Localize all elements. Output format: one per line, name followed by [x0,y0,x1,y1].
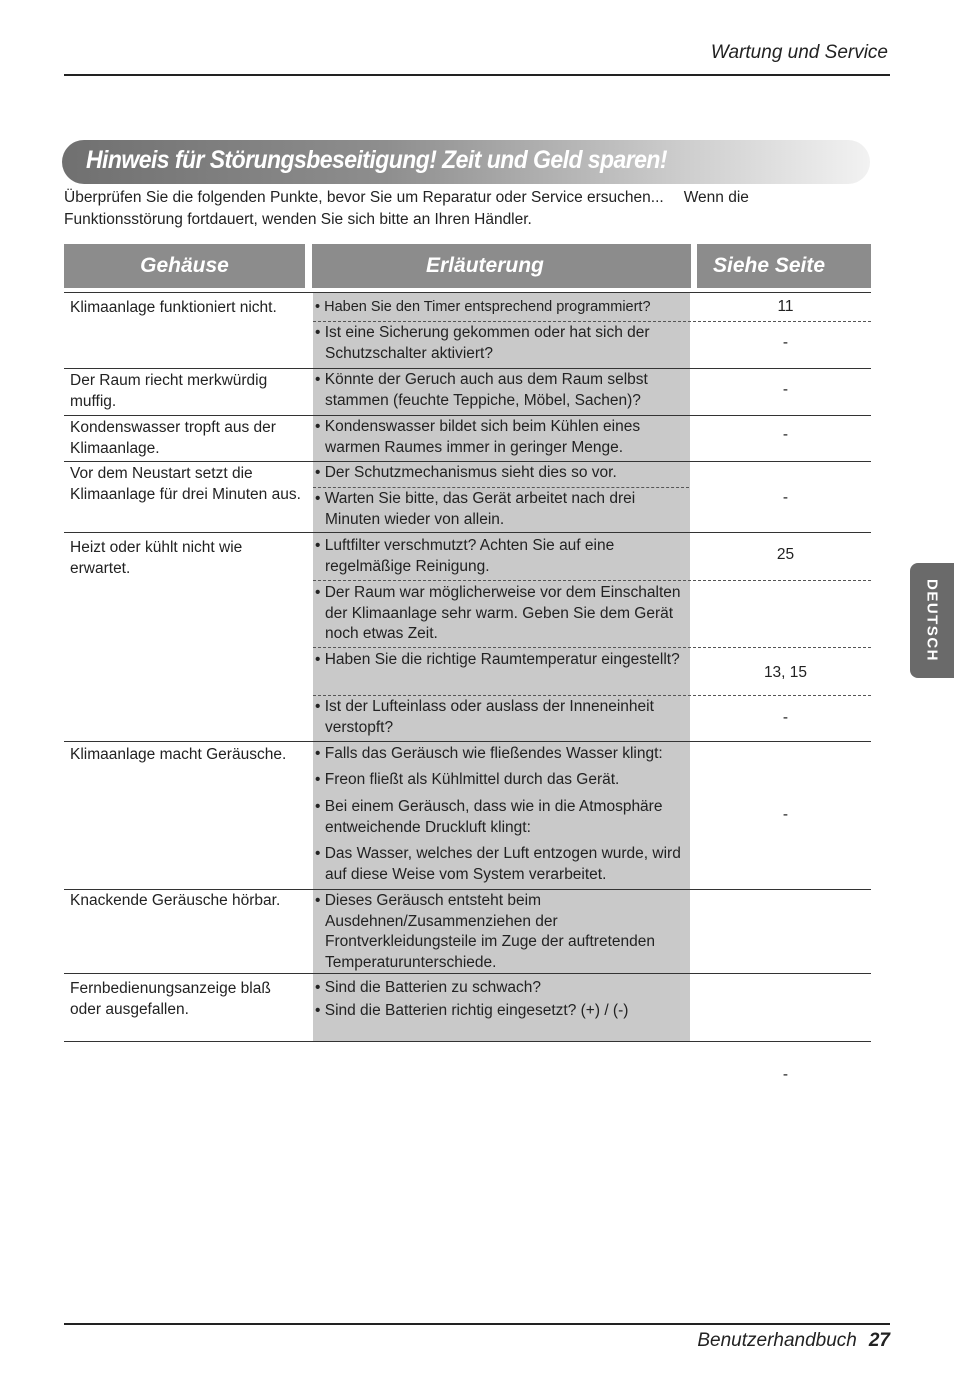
symptom-cell: Heizt oder kühlt nicht wie erwartet. [70,539,243,577]
section-title: Wartung und Service [710,42,888,63]
intro-text [64,187,824,231]
explanation-item: • Dieses Geräusch entsteht beim Ausdehnen/Zusammenziehen der Frontverkleidungsteile im Zuge der auftretenden Temperaturunterschiede. [315,892,655,971]
footer-rule [64,1323,890,1325]
column-header-siehe-seite: Siehe Seite [697,244,871,288]
symptom-cell: Fernbedienungsanzeige blaß oder ausgefallen. [70,980,271,1018]
row-divider [64,741,871,742]
table-bottom-rule [64,1041,871,1042]
explanation-item: • Warten Sie bitte, das Gerät arbeitet nach drei Minuten wieder von allein. [315,490,636,528]
explanation-item: • Falls das Geräusch wie fließendes Wasser klingt: [315,745,663,762]
row-divider [64,532,871,533]
page-number: 27 [868,1330,890,1351]
row-divider-dotted [313,695,871,696]
explanation-item: • Das Wasser, welches der Luft entzogen wurde, wird auf diese Weise vom System verarbeitet. [315,845,681,883]
page-reference: - [782,381,789,398]
intro-line2: Funktionsstörung fortdauert, wenden Sie sich bitte an Ihren Händler. [64,211,532,228]
explanation-item: • Sind die Batterien richtig eingesetzt? (+) / (-) [315,1002,629,1019]
row-divider [64,368,871,369]
symptom-cell: Kondenswasser tropft aus der Klimaanlage. [70,419,276,457]
symptom-cell: Klimaanlage macht Geräusche. [70,746,287,763]
row-divider [64,973,871,974]
intro-part2: Wenn die [683,189,749,206]
explanation-item: • Bei einem Geräusch, dass wie in die Atmosphäre entweichende Druckluft klingt: [315,798,663,836]
language-tab-label: DEUTSCH [923,578,941,662]
row-divider-dotted [313,647,871,648]
footer [697,1330,890,1352]
row-divider [64,415,871,416]
page-reference: 11 [777,298,794,315]
symptom-cell: Vor dem Neustart setzt die Klimaanlage für drei Minuten aus. [70,465,301,503]
page-reference: - [782,334,789,351]
symptom-cell: Klimaanlage funktioniert nicht. [70,299,277,316]
row-divider [64,461,871,462]
page-reference: 13, 15 [763,664,808,681]
page-reference: 25 [776,546,795,563]
table-top-rule [64,292,871,293]
page-reference: - [782,709,789,726]
explanation-item: • Haben Sie den Timer entsprechend programmiert? [315,299,651,315]
row-divider [64,889,871,890]
page-reference: - [782,426,789,443]
explanation-item: • Könnte der Geruch auch aus dem Raum selbst stammen (feuchte Teppiche, Möbel, Sachen)? [315,371,648,409]
explanation-item: • Kondenswasser bildet sich beim Kühlen eines warmen Raumes immer in geringer Menge. [315,418,641,456]
header-rule [64,74,890,76]
explanation-item: • Sind die Batterien zu schwach? [315,979,541,996]
explanation-item: • Ist der Lufteinlass oder auslass der Inneneinheit verstopft? [315,698,654,736]
column-header-erlaeuterung: Erläuterung [312,244,691,288]
explanation-item: • Haben Sie die richtige Raumtemperatur eingestellt? [315,651,680,668]
column-header-gehaeuse: Gehäuse [64,244,305,288]
intro-part1: Überprüfen Sie die folgenden Punkte, bevor Sie um Reparatur oder Service ersuchen... [64,189,664,206]
row-divider-dashed [313,487,689,488]
page-reference: - [782,1066,789,1083]
symptom-cell: Knackende Geräusche hörbar. [70,892,281,909]
symptom-cell: Der Raum riecht merkwürdig muffig. [70,372,268,410]
explanation-item: • Ist eine Sicherung gekommen oder hat sich der Schutzschalter aktiviert? [315,324,650,362]
explanation-item: • Der Schutzmechanismus sieht dies so vor. [315,464,617,481]
explanation-item: • Freon fließt als Kühlmittel durch das Gerät. [315,771,620,788]
row-divider-dotted [313,580,871,581]
language-tab-label-wrap [910,563,954,678]
manual-name: Benutzerhandbuch [697,1330,857,1351]
page-reference: - [782,489,789,506]
explanation-item: • Der Raum war möglicherweise vor dem Einschalten der Klimaanlage sehr warm. Geben Sie dem Gerät noch etwas Zeit. [315,584,681,642]
row-divider-dotted [313,321,871,322]
page-reference: - [782,806,789,823]
explanation-item: • Luftfilter verschmutzt? Achten Sie auf eine regelmäßige Reinigung. [315,537,615,575]
banner-title: Hinweis für Störungsbeseitigung! Zeit und Geld sparen! [86,146,668,174]
